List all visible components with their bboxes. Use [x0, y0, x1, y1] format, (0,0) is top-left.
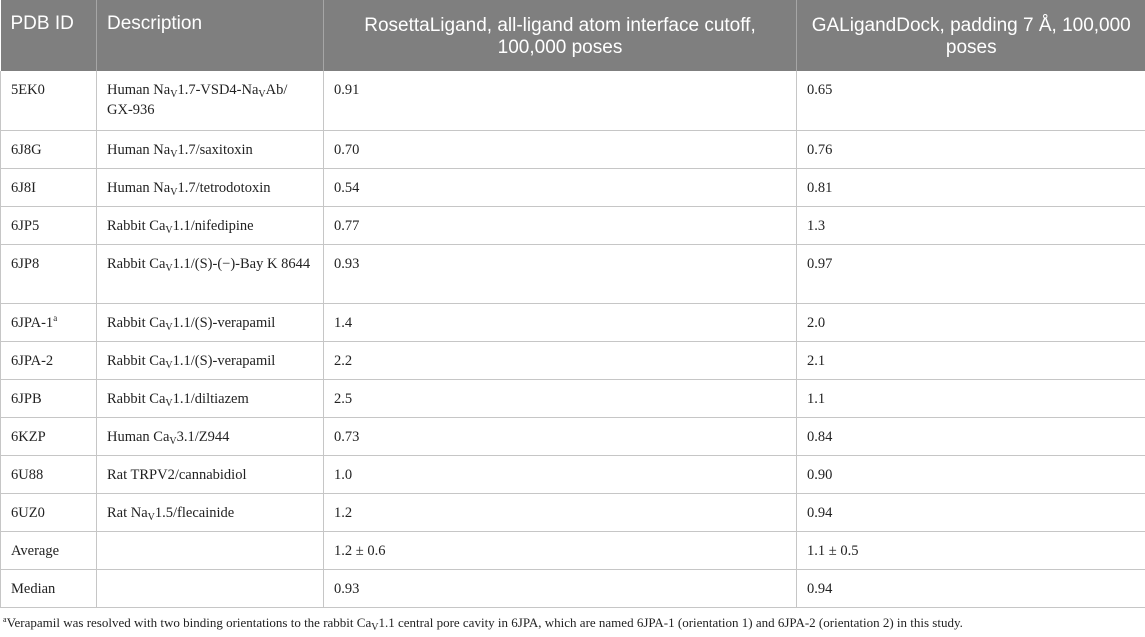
galiganddock-value: 1.1 ± 0.5	[797, 531, 1145, 569]
pdb-id-cell	[1, 71, 97, 130]
pdb-id-text: 6JPA-2	[11, 352, 54, 369]
rosettaligand-value: 0.93	[324, 244, 797, 303]
galiganddock-value: 0.94	[797, 569, 1145, 607]
table-row	[1, 71, 1145, 130]
description-cell	[97, 71, 324, 130]
description-subscript: V	[170, 89, 178, 100]
galiganddock-value: 0.97	[797, 244, 1145, 303]
pdb-id-cell	[1, 379, 97, 417]
description-text: Rat Na	[107, 504, 148, 521]
pdb-id-cell	[1, 455, 97, 493]
header-rosettaligand: RosettaLigand, all-ligand atom interface cutoff, 100,000 poses	[324, 0, 797, 71]
description-subscript: V	[170, 186, 178, 198]
description-text: Human Na	[107, 179, 171, 196]
galiganddock-value: 2.1	[797, 341, 1145, 379]
pdb-id-cell	[1, 493, 97, 531]
description-subscript: V	[147, 511, 155, 523]
description-text: 3.1/Z944	[176, 428, 230, 445]
pdb-id-text: 6KZP	[11, 428, 46, 445]
pdb-id-text: Median	[11, 580, 56, 597]
description-text: Rat TRPV2/cannabidiol	[107, 466, 247, 483]
description-text: Human Ca	[107, 428, 170, 445]
footnote-marker: a	[53, 312, 58, 323]
header-row	[1, 0, 1145, 71]
description-text: Human Na	[107, 141, 171, 158]
table-row	[1, 303, 1145, 341]
table-header	[1, 0, 1145, 71]
galiganddock-value: 2.0	[797, 303, 1145, 341]
description-text: Rabbit Ca	[107, 314, 166, 331]
pdb-id-cell	[1, 130, 97, 168]
table-row	[1, 569, 1145, 607]
description-text: 1.7/saxitoxin	[177, 141, 253, 158]
description-cell	[97, 206, 324, 244]
table-row	[1, 531, 1145, 569]
rosettaligand-value: 0.93	[324, 569, 797, 607]
description-subscript: V	[165, 262, 173, 274]
table-row	[1, 379, 1145, 417]
description-text: 1.7-VSD4-Na	[177, 82, 259, 98]
table-row	[1, 493, 1145, 531]
description-text: 1.1/nifedipine	[172, 217, 254, 234]
rosettaligand-value: 0.54	[324, 168, 797, 206]
footnote-text-2: 1.1 central pore cavity in 6JPA, which are named 6JPA-1 (orientation 1) and 6JPA-2 (orientation 2) in this study.	[378, 615, 963, 630]
pdb-id-cell	[1, 341, 97, 379]
table-body	[1, 71, 1145, 607]
header-galiganddock: GALigandDock, padding 7 Å, 100,000 poses	[797, 0, 1145, 71]
pdb-id-cell	[1, 244, 97, 303]
description-text: 1.7/tetrodotoxin	[177, 179, 271, 196]
description-text: Rabbit Ca	[107, 255, 166, 272]
description-cell	[97, 168, 324, 206]
pdb-id-cell	[1, 206, 97, 244]
pdb-id-cell	[1, 569, 97, 607]
description-subscript: V	[165, 397, 173, 409]
description-cell	[97, 531, 324, 569]
description-text: 1.1/(S)-verapamil	[172, 352, 276, 369]
rosettaligand-value: 1.0	[324, 455, 797, 493]
description-text: Ab/ GX-936	[107, 82, 288, 118]
galiganddock-value: 0.84	[797, 417, 1145, 455]
table-footnote	[3, 614, 1143, 632]
description-cell	[97, 417, 324, 455]
table-row	[1, 130, 1145, 168]
description-cell	[97, 455, 324, 493]
table-row	[1, 206, 1145, 244]
description-subscript: V	[258, 89, 266, 100]
description-text: 1.1/(S)-(−)-Bay K 8644	[172, 255, 311, 272]
pdb-id-text: 6JP5	[11, 217, 40, 234]
footnote-marker: a	[3, 615, 7, 624]
description-text: Rabbit Ca	[107, 352, 166, 369]
description-text: Rabbit Ca	[107, 390, 166, 407]
table-row	[1, 244, 1145, 303]
pdb-id-text: 6JP8	[11, 255, 40, 272]
description-text: 1.5/flecainide	[154, 504, 235, 521]
galiganddock-value: 0.94	[797, 493, 1145, 531]
header-description: Description	[97, 0, 324, 71]
description-cell	[97, 303, 324, 341]
table-row	[1, 341, 1145, 379]
description-text: 1.1/(S)-verapamil	[172, 314, 276, 331]
description-text: Rabbit Ca	[107, 217, 166, 234]
pdb-id-text: 6J8G	[11, 141, 42, 158]
pdb-id-text: Average	[11, 542, 60, 559]
footnote-subscript: V	[371, 622, 379, 633]
description-text: 1.1/diltiazem	[172, 390, 249, 407]
pdb-id-text: 6JPB	[11, 390, 42, 407]
description-cell	[97, 569, 324, 607]
galiganddock-value: 0.90	[797, 455, 1145, 493]
description-cell	[97, 341, 324, 379]
description-cell	[97, 130, 324, 168]
pdb-id-cell	[1, 168, 97, 206]
pdb-id-text: 6U88	[11, 466, 44, 483]
description-text: Human Na	[107, 82, 171, 98]
table-row	[1, 455, 1145, 493]
rosettaligand-value: 0.91	[324, 71, 797, 130]
description-subscript: V	[170, 148, 178, 160]
description-subscript: V	[169, 435, 177, 447]
header-pdb-id: PDB ID	[1, 0, 97, 71]
description-cell	[97, 244, 324, 303]
rosettaligand-value: 2.5	[324, 379, 797, 417]
galiganddock-value: 1.1	[797, 379, 1145, 417]
pdb-id-text: 6UZ0	[11, 504, 45, 521]
description-cell	[97, 379, 324, 417]
description-subscript: V	[165, 321, 173, 333]
galiganddock-value: 0.76	[797, 130, 1145, 168]
description-subscript: V	[165, 359, 173, 371]
rosettaligand-value: 0.73	[324, 417, 797, 455]
rosettaligand-value: 1.2 ± 0.6	[324, 531, 797, 569]
rosettaligand-value: 2.2	[324, 341, 797, 379]
rosettaligand-value: 0.70	[324, 130, 797, 168]
rosettaligand-value: 1.4	[324, 303, 797, 341]
rosettaligand-value: 1.2	[324, 493, 797, 531]
galiganddock-value: 0.81	[797, 168, 1145, 206]
pdb-id-text: 5EK0	[11, 82, 45, 98]
rosettaligand-value: 0.77	[324, 206, 797, 244]
galiganddock-value: 1.3	[797, 206, 1145, 244]
footnote-text-1: Verapamil was resolved with two binding orientations to the rabbit Ca	[6, 615, 372, 630]
pdb-id-cell	[1, 303, 97, 341]
galiganddock-value: 0.65	[797, 71, 1145, 130]
description-cell	[97, 493, 324, 531]
pdb-id-cell	[1, 531, 97, 569]
pdb-id-text: 6JPA-1	[11, 314, 54, 331]
table-row	[1, 168, 1145, 206]
pdb-id-cell	[1, 417, 97, 455]
pdb-id-text: 6J8I	[11, 179, 36, 196]
description-subscript: V	[165, 224, 173, 236]
table-row	[1, 417, 1145, 455]
